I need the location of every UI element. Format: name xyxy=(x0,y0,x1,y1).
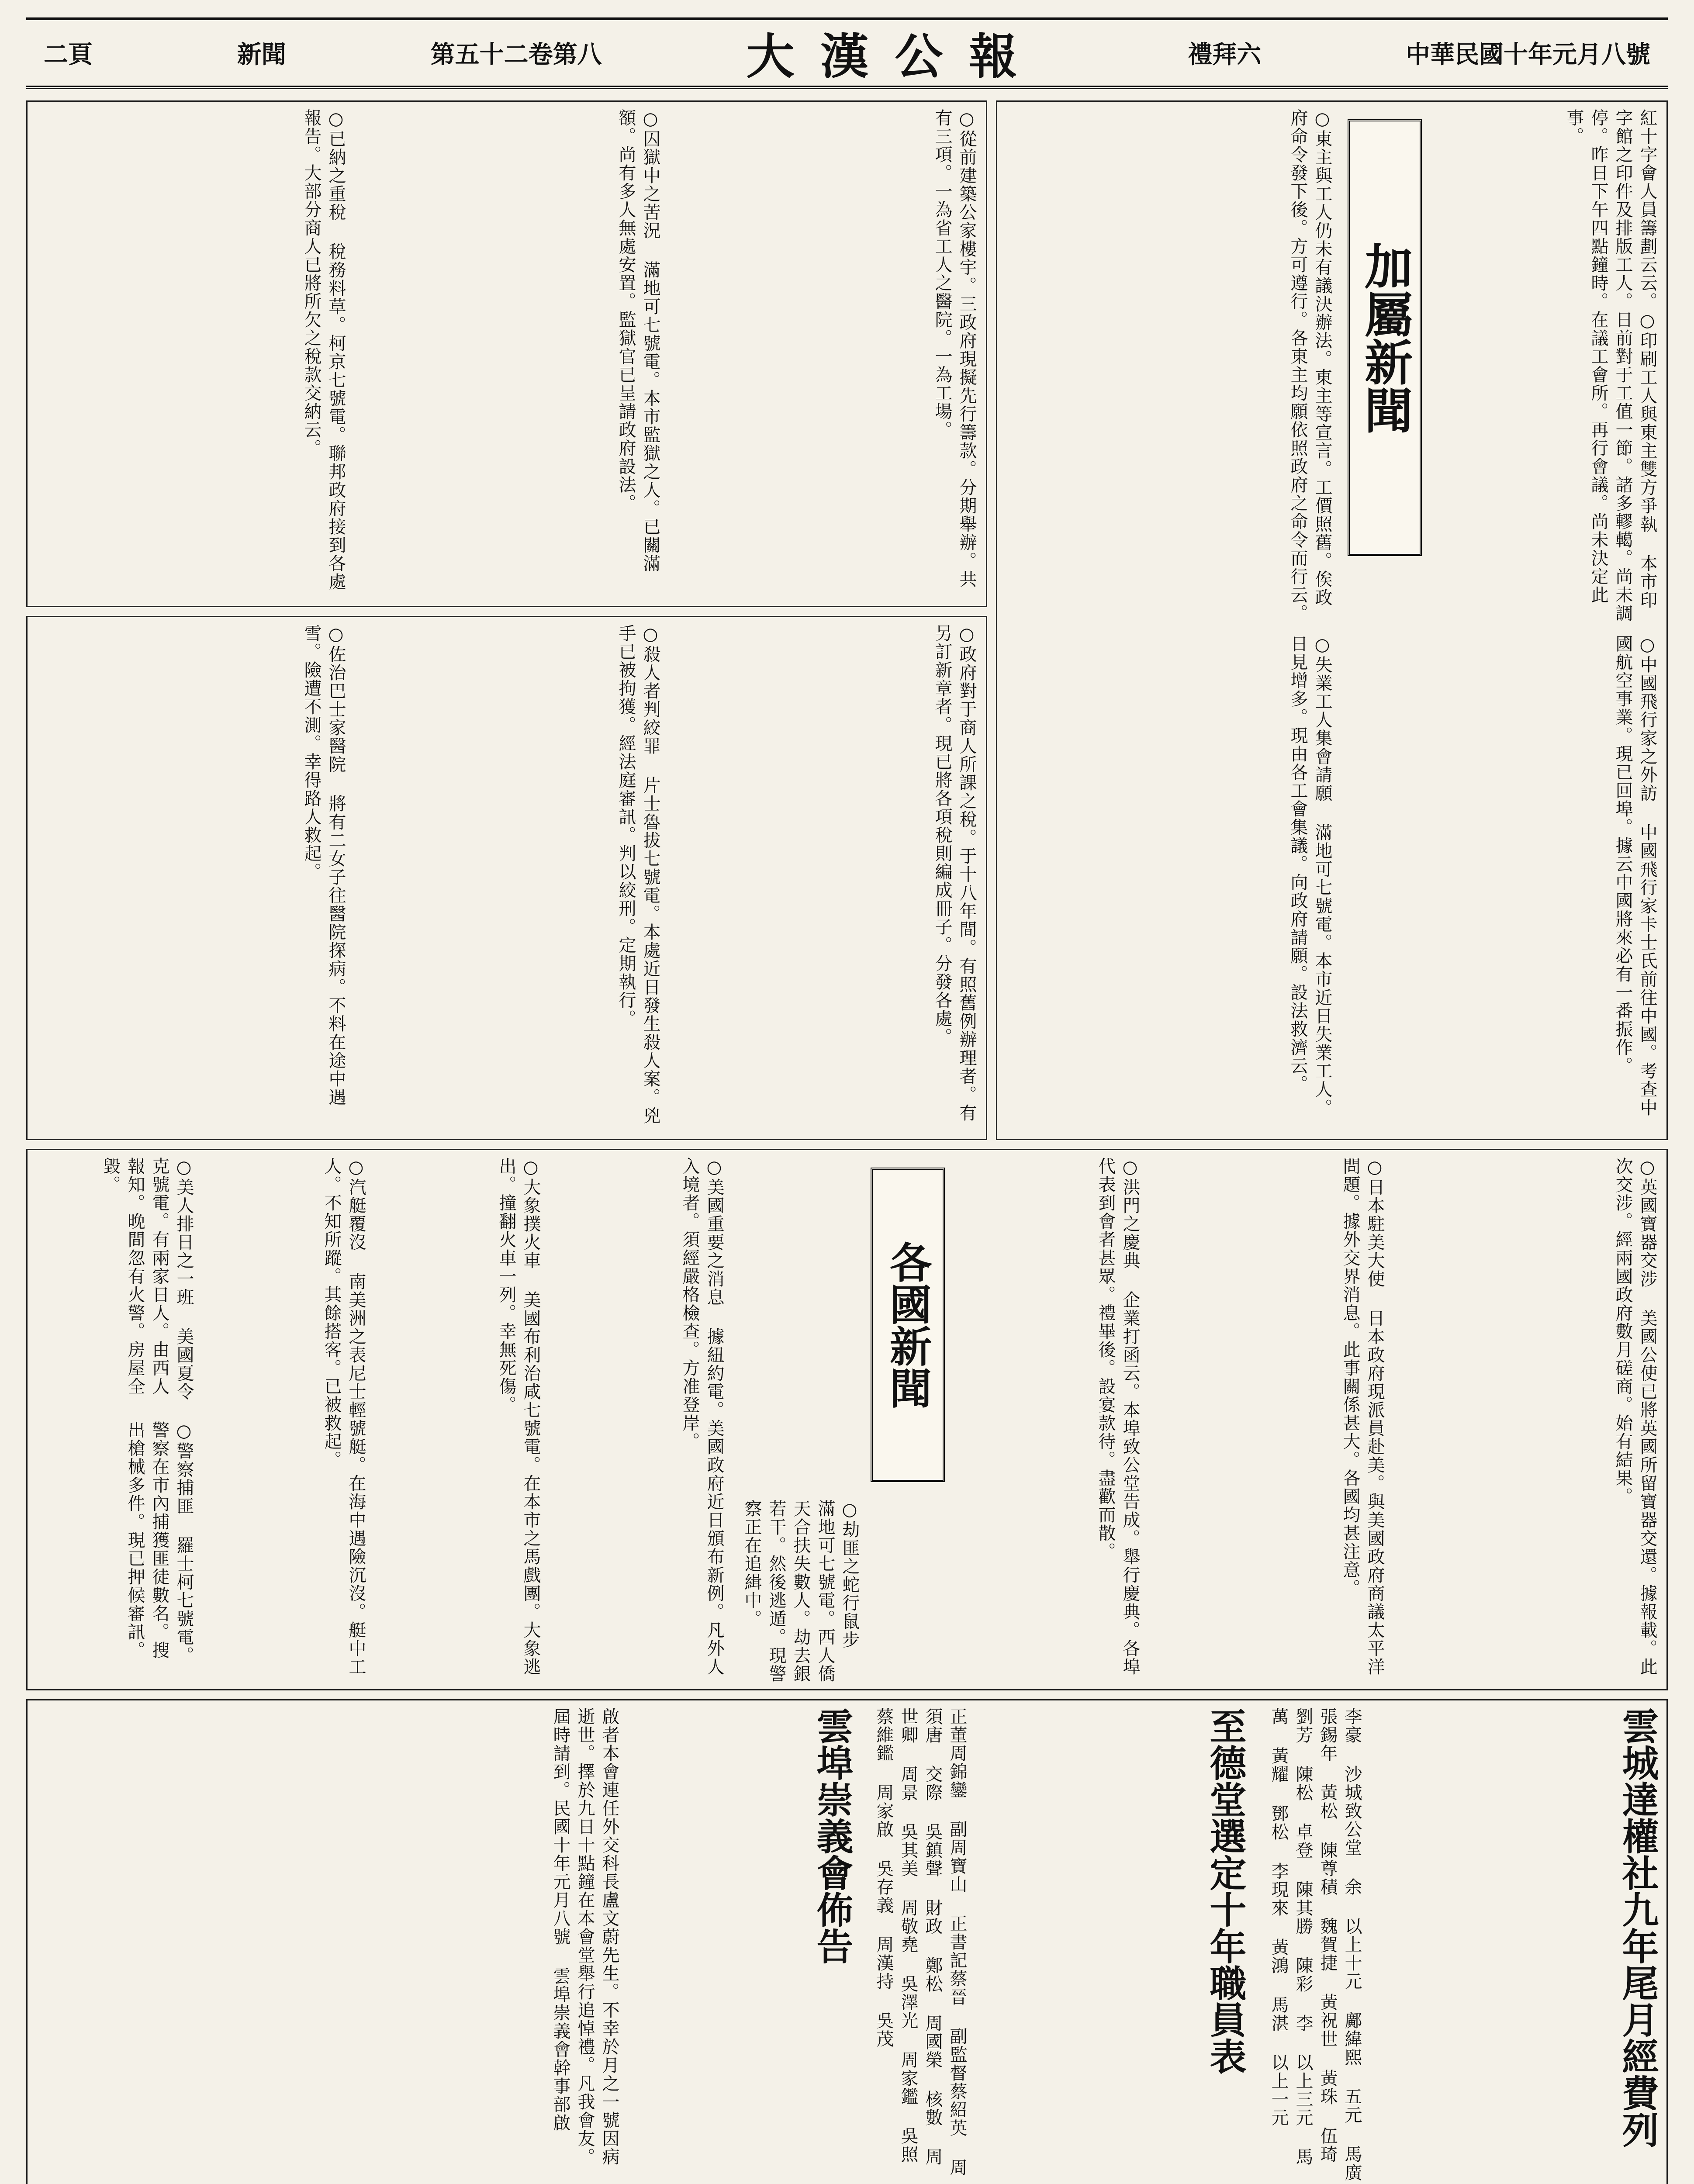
article-local-1: 紅十字會人員籌劃云云。○印刷工人與東主雙方爭執 本市印字館之印件及排版工人。日前對于工值一節。諸多轇轕。尚未調停。昨日下午四點鐘時。在議工會所。再行會議。尚未決定此事。 xyxy=(1564,109,1657,622)
article-foreign-3: ○洪門之慶典 企業打函云。本埠致公堂告成。舉行慶典。各埠代表到會者甚眾。禮畢後。設宴款待。盡歡而散。 xyxy=(1096,1157,1140,1676)
article-local-3: ○中國飛行家之外訪 中國飛行家卡士氏前往中國。考查中國航空事業。現已回埠。據云中國將來必有一番振作。 xyxy=(1613,635,1657,1117)
article-local-8: ○政府對于商人所課之稅。于十八年間。有照舊例辦理者。有另訂新章者。現已將各項稅則編成冊子。分發各處。 xyxy=(932,624,977,1122)
header-weekday: 禮拜六 xyxy=(1188,40,1262,69)
article-local-7: ○已納之重稅 稅務料草。柯京七號電。聯邦政府接到各處報告。大部分商人已將所欠之稅款交納云。 xyxy=(301,109,346,591)
notice-2 xyxy=(871,1707,1247,2184)
masthead: 大漢公報 xyxy=(746,28,1044,85)
local-news-caption: 加屬新聞 xyxy=(1348,119,1422,556)
article-foreign-1: ○英國寶器交涉 美國公使已將英國所留寶器交還。據報載。此次交涉。經兩國政府數月磋商。始有結果。 xyxy=(1613,1157,1657,1676)
article-foreign-9: ○警察捕匪 羅士柯七號電。警察在市內捕獲匪徒數名。搜出槍械多件。現已押候審訊。 xyxy=(125,1421,194,1665)
page-header xyxy=(26,17,1668,89)
article-local-9: ○殺人者判絞罪 片士魯拔七號電。本處近日發生殺人案。兇手已被拘獲。經法庭審訊。判以絞刑。定期執行。 xyxy=(616,624,660,1125)
article-foreign-2: ○日本駐美大使 日本政府現派員赴美。與美國政府商議太平洋問題。據外交界消息。此事關係甚大。各國均甚注意。 xyxy=(1340,1157,1385,1676)
notice-3-title: 雲埠崇義會佈告 xyxy=(811,1707,854,1964)
header-page: 二頁 xyxy=(44,40,93,69)
article-local-4: ○失業工人集會請願 滿地可七號電。本市近日失業工人。日見增多。現由各工會集議。向政府請願。設法救濟云。 xyxy=(1288,635,1332,1117)
article-local-10: ○佐治巴士家醫院 將有二女子往醫院探病。不料在途中遇雪。險遭不測。幸得路人救起。 xyxy=(301,624,346,1106)
notice-1 xyxy=(1266,1707,1659,2184)
article-foreign-8: ○美人排日之一班 美國夏令克號電。有兩家日人。由西人報知。晚間忽有火警。房屋全毀。 xyxy=(100,1157,194,1401)
foreign-news-section xyxy=(26,1149,1668,1690)
article-foreign-4: ○劫匪之蛇行鼠步 滿地可七號電。西人僑天合扶失數人。劫去銀若干。然後逃遁。現警察正在追緝中。 xyxy=(742,1500,860,1683)
article-local-2: ○東主與工人仍未有議決辦法。東主等宣言。工價照舊。俟政府命令發下後。方可遵行。各東主均願依照政府之命令而行云。 xyxy=(1288,109,1332,622)
notice-1-title: 雲城達權社九年尾月經費列 xyxy=(1616,1707,1659,2148)
article-local-5: ○從前建築公家樓宇。三政府現擬先行籌款。分期舉辦。共有三項。一為省工人之醫院。一為工場。 xyxy=(932,109,977,588)
notices-band xyxy=(26,1699,1668,2184)
article-foreign-5: ○美國重要之消息 據紐約電。美國政府近日頒布新例。凡外人入境者。須經嚴格檢查。方准登岸。 xyxy=(680,1157,724,1676)
notice-1-body: 李豪 沙城致公堂 余 以上十元 鄺緯熙 五元 馬廣 張錫年 黃松 陳尊積 魏賀捷 黃祝世 黃珠 伍琦 劉芳 陳松 卓登 陳其勝 陳彩 李 以上三元 馬萬 黃耀 鄧松 李現來 黃鴻 馬湛 以上一元 xyxy=(1269,1707,1362,2182)
header-date: 中華民國十年元月八號 xyxy=(1405,40,1650,69)
local-news-section xyxy=(996,100,1668,1140)
notice-2-body: 正董周錦鑾 副周寶山 正書記蔡晉 副監督蔡紹英 周須唐 交際 吳鎮聲 財政 鄭松 周國榮 核數 周世卿 周景 吳其美 周敬堯 吳澤光 周家鑑 吳照 蔡維鑑 周家啟 吳存義 周漢持 吳茂 xyxy=(874,1707,967,2177)
local-news-continued xyxy=(26,100,987,607)
article-foreign-7: ○汽艇覆沒 南美洲之表尼士輕號艇。在海中遇險沉沒。艇中工人。不知所蹤。其餘搭客。已被救起。 xyxy=(322,1157,366,1676)
foreign-news-caption: 各國新聞 xyxy=(871,1168,945,1482)
notice-3 xyxy=(548,1707,854,2184)
header-section: 新聞 xyxy=(237,40,286,69)
article-local-6: ○囚獄中之苦況 滿地可七號電。本市監獄之人。已關滿額。尚有多人無處安置。監獄官已呈請政府設法。 xyxy=(616,109,660,573)
article-foreign-6: ○大象撲火車 美國布利治咸七號電。在本市之馬戲團。大象逃出。撞翻火車一列。幸無死傷。 xyxy=(496,1157,541,1676)
header-issue: 第五十二卷第八 xyxy=(430,40,602,69)
notice-2-title: 至德堂選定十年職員表 xyxy=(1204,1707,1247,2074)
notice-3-body: 啟者本會連任外交科長盧文蔚先生。不幸於月之一號因病逝世。擇於九日十點鐘在本會堂舉行追悼禮。凡我會友。屆時請到。民國十年元月八號 雲埠崇義會幹事部啟 xyxy=(550,1707,619,2166)
local-news-lower xyxy=(26,616,987,1140)
